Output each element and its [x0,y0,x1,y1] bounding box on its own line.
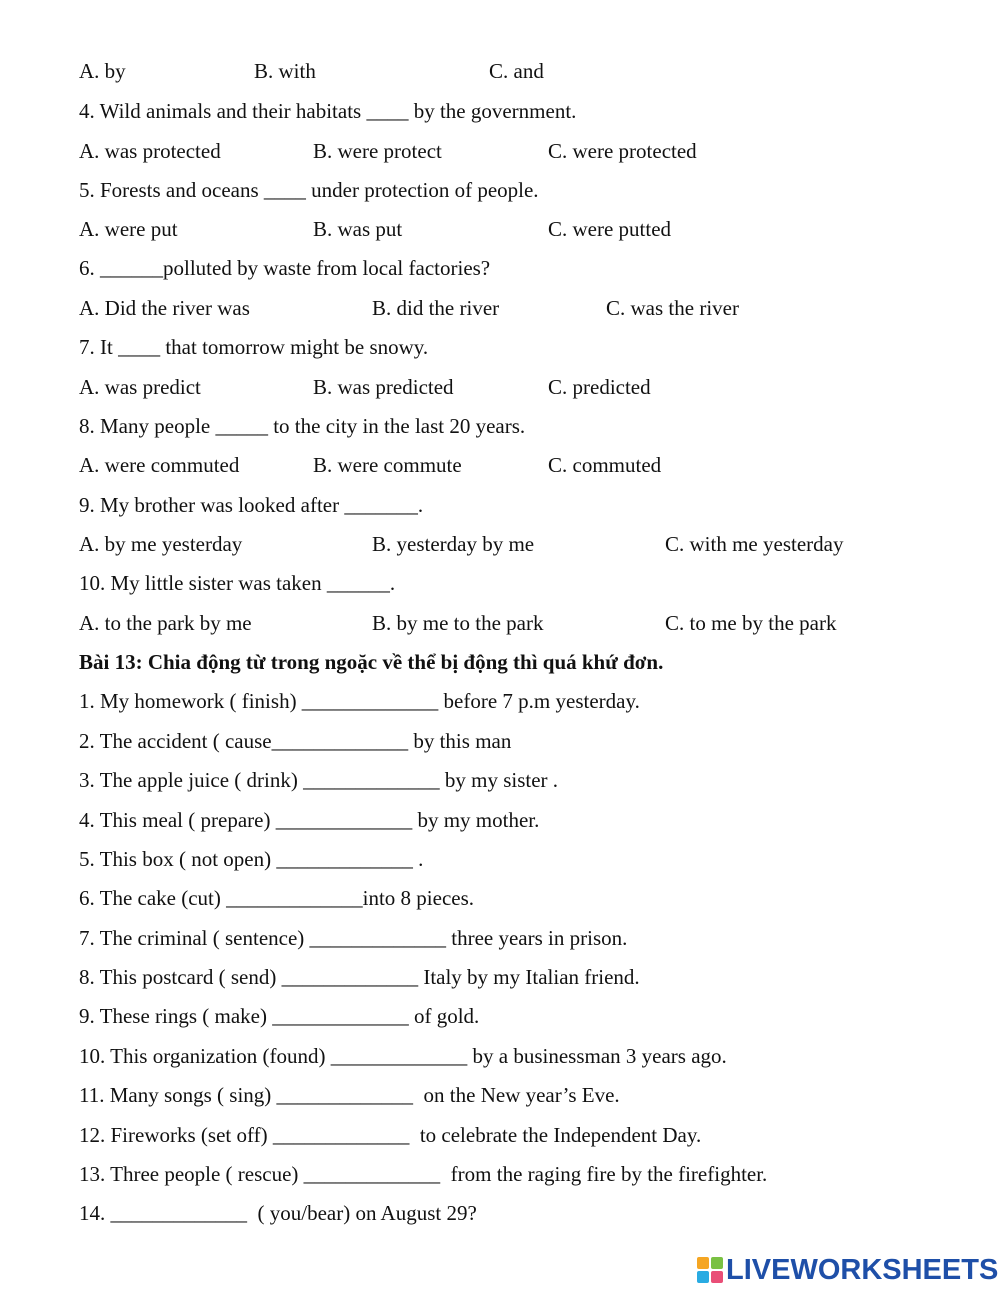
exercise-item: 9. These rings ( make) _____________ of gold. [79,1004,480,1028]
option-c: C. predicted [548,375,651,399]
option-c: C. and [489,59,544,83]
option-c: C. were protected [548,139,697,163]
exercise-item: 6. The cake (cut) _____________into 8 pieces. [79,886,475,910]
exercise-item: 1. My homework ( finish) _____________ before 7 p.m yesterday. [79,689,640,713]
option-b: B. yesterday by me [372,532,535,556]
exercise-item: 8. This postcard ( send) _____________ Italy by my Italian friend. [79,965,640,989]
option-a: A. was protected [79,139,221,163]
option-c: C. commuted [548,453,662,477]
option-b: B. did the river [372,296,500,320]
option-b: B. was predicted [313,375,454,399]
option-a: A. by me yesterday [79,532,243,556]
question-10: 10. My little sister was taken ______. [79,571,396,595]
exercise-item: 5. This box ( not open) _____________ . [79,847,424,871]
question-6: 6. ______polluted by waste from local factories? [79,256,491,280]
option-a: A. was predict [79,375,201,399]
option-c: C. were putted [548,217,672,241]
question-5: 5. Forests and oceans ____ under protection of people. [79,178,539,202]
option-a: A. Did the river was [79,296,250,320]
option-b: B. was put [313,217,403,241]
exercise-item: 10. This organization (found) _____________ by a businessman 3 years ago. [79,1044,727,1068]
option-c: C. was the river [606,296,739,320]
exercise-item: 2. The accident ( cause_____________ by this man [79,729,512,753]
question-4: 4. Wild animals and their habitats ____ by the government. [79,99,577,123]
option-a: A. by [79,59,126,83]
option-b: B. by me to the park [372,611,544,635]
liveworksheets-logo-icon [697,1257,723,1283]
option-a: A. were put [79,217,178,241]
question-7: 7. It ____ that tomorrow might be snowy. [79,335,429,359]
exercise-item: 7. The criminal ( sentence) _____________ three years in prison. [79,926,628,950]
option-a: A. were commuted [79,453,240,477]
question-8: 8. Many people _____ to the city in the last 20 years. [79,414,526,438]
exercise-item: 13. Three people ( rescue) _____________ from the raging fire by the firefighter. [79,1162,768,1186]
exercise-item: 3. The apple juice ( drink) _____________ by my sister . [79,768,559,792]
section-title: Bài 13: Chia động từ trong ngoặc về thể bị động thì quá khứ đơn. [79,650,664,674]
option-b: B. with [254,59,316,83]
option-b: B. were protect [313,139,442,163]
liveworksheets-logo [697,1254,998,1286]
liveworksheets-logo-text: LIVEWORKSHEETS [726,1253,999,1286]
exercise-item: 4. This meal ( prepare) _____________ by my mother. [79,808,540,832]
question-9: 9. My brother was looked after _______. [79,493,424,517]
exercise-item: 14. _____________ ( you/bear) on August 29? [79,1201,477,1225]
option-c: C. to me by the park [665,611,837,635]
exercise-item: 12. Fireworks (set off) _____________ to celebrate the Independent Day. [79,1123,702,1147]
exercise-item: 11. Many songs ( sing) _____________ on the New year’s Eve. [79,1083,620,1107]
option-c: C. with me yesterday [665,532,844,556]
option-b: B. were commute [313,453,462,477]
option-a: A. to the park by me [79,611,252,635]
